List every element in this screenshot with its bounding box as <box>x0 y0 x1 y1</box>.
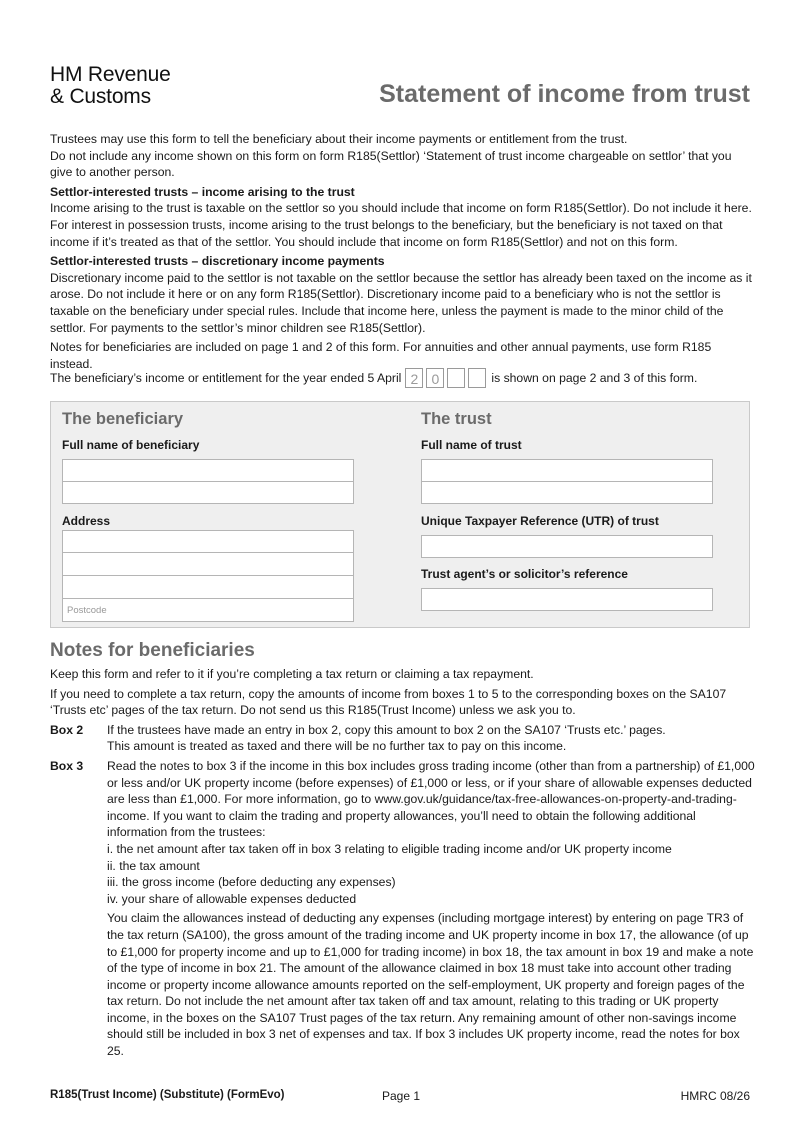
year-digit-input[interactable] <box>447 368 465 388</box>
intro-paragraph-2: Do not include any income shown on this form on form R185(Settlor) ‘Statement of trust income chargeable on settlor’ that you give to another person. <box>50 148 732 180</box>
intro-paragraph-3: Notes for beneficiaries are included on page 1 and 2 of this form. For annuities and other annual payments, use form R185 instead. <box>50 340 712 371</box>
page-number: Page 1 <box>382 1089 421 1103</box>
notes-paragraph-1: Keep this form and refer to it if you’re completing a tax return or claiming a tax repayment. <box>50 667 534 681</box>
beneficiary-heading: The beneficiary <box>62 410 184 428</box>
box-3-text: Read the notes to box 3 if the income in this box includes gross trading income (other than from a partnership) of £1,000 or less and/or UK property income (before expenses) of £1,000 or less, or if your share of allowable expenses deducted are less than £1,000. For more information, go to www.gov.uk/guidance/tax-free-allowances-on-property-and-trading-income. If you want to claim the trading and property allowances, you’ll need to obtain the following additional information from the trustees: <box>107 758 755 840</box>
year-digit-input[interactable] <box>468 368 486 388</box>
utr-field[interactable] <box>421 535 713 558</box>
box-3-list-item: i. the net amount after tax taken off in box 3 relating to eligible trading income and/or UK property income <box>107 841 672 856</box>
beneficiary-name-field-1[interactable] <box>62 459 354 482</box>
utr-label: Unique Taxpayer Reference (UTR) of trust <box>421 514 659 528</box>
box-2-note <box>50 722 755 755</box>
page-title: Statement of income from trust <box>379 80 750 108</box>
hmrc-logo <box>50 64 171 108</box>
trust-name-field-2[interactable] <box>421 481 713 504</box>
section-text-income-arising: Income arising to the trust is taxable on the settlor so you should include that income on form R185(Settlor). Do not include it here. For interest in possession trusts, income arising to the trust belongs to the beneficiary, but the beneficiary is not taxed on that income if it’s treated as that of the settlor. You should include that income on form R185(Settlor) and not on this form. <box>50 201 752 249</box>
box-3-list-item: ii. the tax amount <box>107 858 200 873</box>
box-2-text-1: If the trustees have made an entry in box 2, copy this amount to box 2 on the SA107 ‘Trusts etc.’ pages. <box>107 722 666 737</box>
logo-line-1: HM Revenue <box>50 63 171 86</box>
tax-year-prefix: The beneficiary’s income or entitlement for the year ended 5 April <box>50 371 402 385</box>
box-3-note <box>50 758 755 1060</box>
notes-paragraph-2: If you need to complete a tax return, copy the amounts of income from boxes 1 to 5 to the corresponding boxes on the SA107 ‘Trusts etc’ pages of the tax return. Do not send us this R185(Trust Income) unless we ask you to. <box>50 686 727 718</box>
section-heading-income-arising: Settlor-interested trusts – income arising to the trust <box>50 184 355 199</box>
section-text-discretionary: Discretionary income paid to the settlor is not taxable on the settlor because the settlor has already been taxed on the income as it arose. Do not include it here or on any form R185(Settlor). Discretionary income paid to a beneficiary who is not the settlor is taxable on the beneficiary under special rules. Include that income here, unless the payment is made to the minor child of the settlor. For payments to the settlor’s minor children see R185(Settlor). <box>50 270 752 335</box>
box-3-list-item: iii. the gross income (before deducting any expenses) <box>107 875 396 890</box>
box-2-text-2: This amount is treated as taxed and there will be no further tax to pay on this income. <box>107 739 567 754</box>
box-3-label: Box 3 <box>50 758 84 773</box>
section-heading-discretionary: Settlor-interested trusts – discretionary income payments <box>50 254 385 269</box>
trust-heading: The trust <box>421 410 492 428</box>
year-digit-box: 0 <box>426 368 444 388</box>
box-3-list-item: iv. your share of allowable expenses deducted <box>107 891 357 906</box>
beneficiary-address-label: Address <box>62 514 111 528</box>
postcode-field[interactable]: Postcode <box>62 598 354 622</box>
beneficiary-name-field-2[interactable] <box>62 481 354 504</box>
notes-heading: Notes for beneficiaries <box>50 640 255 661</box>
year-digit-box: 2 <box>405 368 423 388</box>
form-version: HMRC 08/26 <box>680 1089 750 1103</box>
beneficiary-name-label: Full name of beneficiary <box>62 438 200 452</box>
tax-year-suffix: is shown on page 2 and 3 of this form. <box>491 371 698 385</box>
address-field-3[interactable] <box>62 575 354 599</box>
agent-reference-field[interactable] <box>421 588 713 611</box>
trust-name-label: Full name of trust <box>421 438 522 452</box>
agent-reference-label: Trust agent’s or solicitor’s reference <box>421 567 628 581</box>
notes-section <box>50 666 755 1063</box>
intro-paragraph-1: Trustees may use this form to tell the beneficiary about their income payments or entitlement from the trust. <box>50 132 628 146</box>
box-3-text-2: You claim the allowances instead of deducting any expenses (including mortgage interest) by entering on page TR3 of the tax return (SA100), the gross amount of the trading income and UK property income in box 17, the allowance (of up to £1,000 for property income and up to £1,000 for trading income) in box 18, the tax amount in box 19 and make a note of the type of income in box 21. The amount of the allowance claimed in box 18 must take into account other trading income or property income allowance amounts reported on the self-employment, UK property and foreign pages of the tax return. Do not include the net amount after tax taken off and tax amount, relating to this trading or UK property income, in the boxes on the SA107 Trust pages of the tax return. Any remaining amount of other non-savings income should still be included in box 3 net of expenses and tax. If box 3 includes UK property income, read the notes for box 25. <box>107 911 754 1059</box>
address-field-2[interactable] <box>62 552 354 576</box>
details-panel <box>50 401 750 628</box>
address-field-1[interactable] <box>62 530 354 553</box>
tax-year-line <box>50 368 697 388</box>
box-2-label: Box 2 <box>50 722 84 737</box>
trust-name-field-1[interactable] <box>421 459 713 482</box>
logo-line-2: & Customs <box>50 85 151 108</box>
form-id: R185(Trust Income) (Substitute) (FormEvo) <box>50 1089 285 1101</box>
intro-section <box>50 131 755 372</box>
